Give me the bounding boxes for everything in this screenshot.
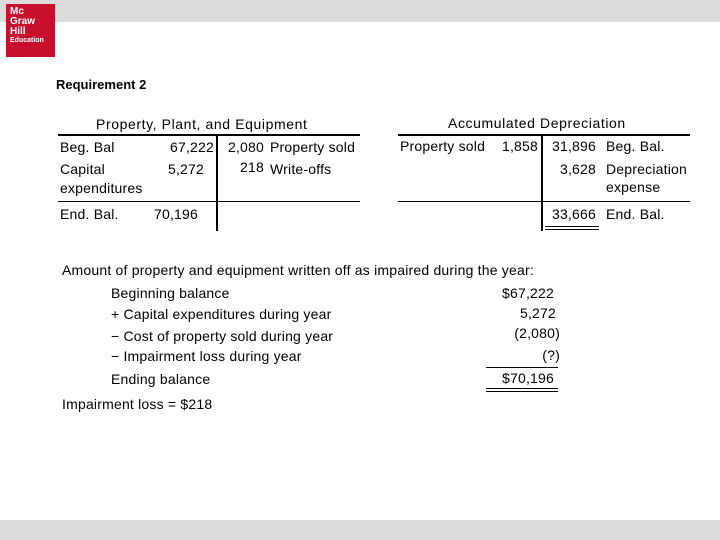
logo-text-graw: Graw: [10, 16, 36, 27]
ppe-writeoff-value: 218: [240, 159, 264, 175]
bottom-bar: [0, 520, 720, 540]
accum-double-rule-1: [545, 226, 599, 227]
accum-top-rule: [398, 134, 690, 136]
accum-end-rule: [398, 201, 690, 202]
top-bar: [0, 0, 720, 22]
ppe-end-rule: [58, 201, 360, 202]
ppe-writeoff-label: Write-offs: [270, 161, 332, 177]
ppe-capex-value: 5,272: [167, 161, 204, 177]
calc-heading: Amount of property and equipment written off as impaired during the year:: [62, 262, 534, 278]
ppe-beg-value: 67,222: [169, 139, 214, 155]
logo-text-mc: Mc: [10, 6, 24, 17]
calc-row-value: (?): [542, 347, 560, 363]
impairment-result: Impairment loss = $218: [62, 396, 213, 412]
ppe-sold-label: Property sold: [270, 139, 356, 155]
calc-row-value: 5,272: [519, 305, 556, 321]
accum-title: Accumulated Depreciation: [448, 115, 626, 131]
accum-end-value: 33,666: [551, 206, 596, 222]
requirement-heading: Requirement 2: [56, 77, 147, 92]
logo-text-education: Education: [10, 37, 44, 44]
ppe-top-rule: [58, 134, 360, 136]
accum-end-label: End. Bal.: [606, 206, 665, 222]
calc-row-value: $70,196: [501, 370, 554, 386]
calc-subtotal-rule: [486, 367, 558, 368]
ppe-end-value: 70,196: [154, 206, 199, 222]
accum-sold-label: Property sold: [400, 138, 486, 154]
ppe-sold-value: 2,080: [227, 139, 264, 155]
accum-beg-value: 31,896: [551, 138, 596, 154]
ppe-capex-label-2: expenditures: [60, 180, 143, 196]
calc-row-value: $67,222: [501, 285, 554, 301]
ppe-beg-label: Beg. Bal: [60, 139, 115, 155]
calc-row-value: (2,080): [514, 325, 560, 341]
calc-row-label: + Capital expenditures during year: [111, 306, 332, 322]
accum-dep-label-2: expense: [606, 179, 661, 195]
calc-row-label: Ending balance: [111, 371, 211, 387]
accum-center-rule: [541, 134, 543, 231]
calc-row-label: − Cost of property sold during year: [111, 328, 334, 344]
accum-dep-value: 3,628: [559, 161, 596, 177]
calc-total-rule-1: [486, 388, 558, 389]
ppe-title: Property, Plant, and Equipment: [96, 116, 308, 132]
accum-sold-value: 1,858: [501, 138, 538, 154]
ppe-capex-label-1: Capital: [60, 161, 105, 177]
ppe-end-label: End. Bal.: [60, 206, 119, 222]
calc-row-label: Beginning balance: [111, 285, 230, 301]
mcgraw-hill-logo: [6, 4, 55, 57]
calc-total-rule-2: [486, 391, 558, 392]
accum-dep-label-1: Depreciation: [606, 161, 687, 177]
accum-beg-label: Beg. Bal.: [606, 138, 665, 154]
accum-double-rule-2: [545, 229, 599, 230]
calc-row-label: − Impairment loss during year: [111, 348, 302, 364]
logo-text-hill: Hill: [10, 26, 26, 37]
